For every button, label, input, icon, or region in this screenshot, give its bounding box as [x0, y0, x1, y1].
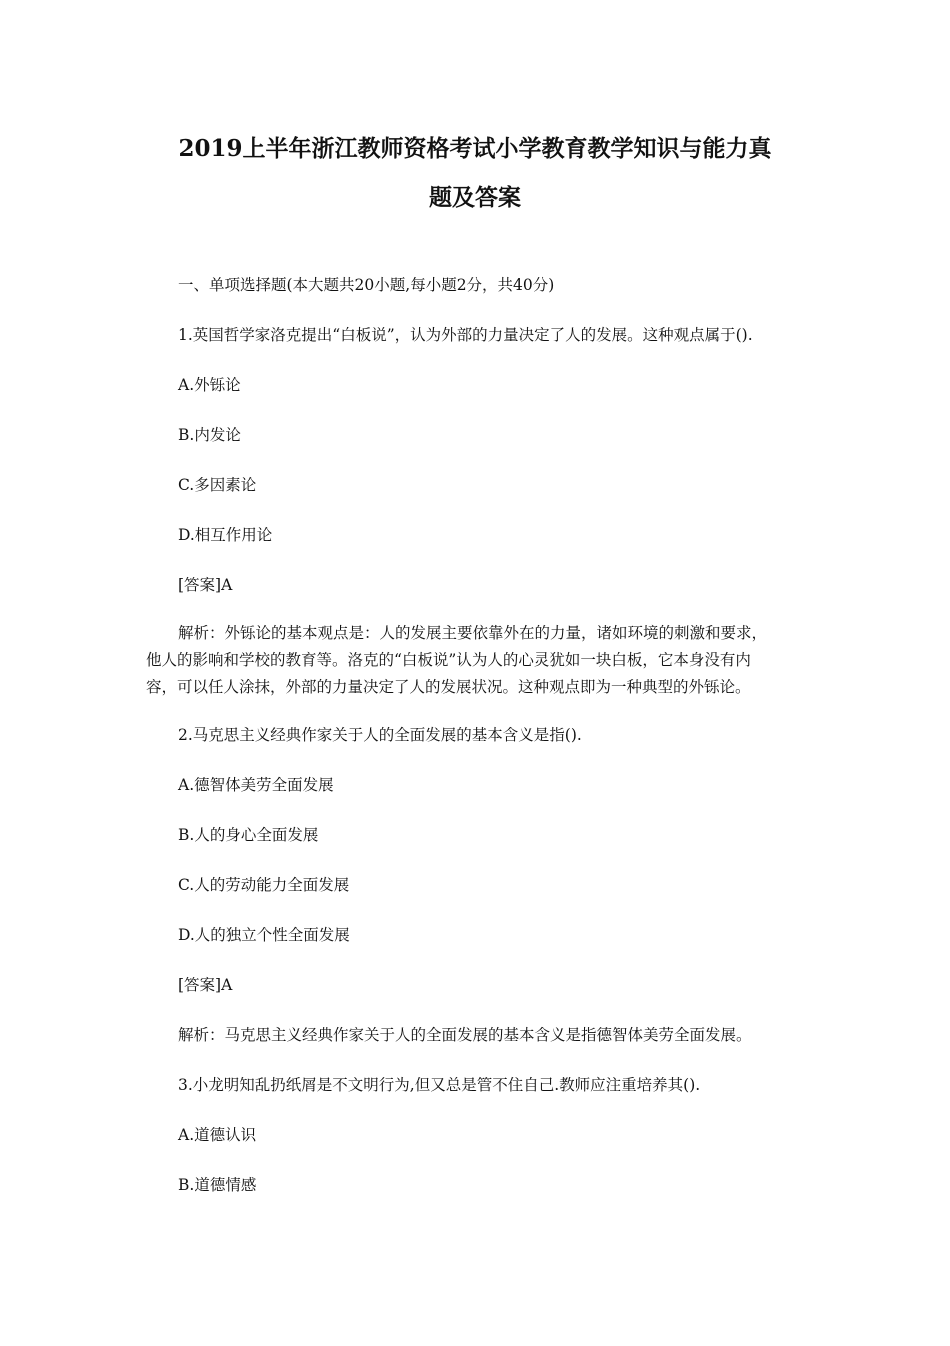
question-1-answer: [答案]A	[178, 576, 233, 594]
question-3-option-b: B.道德情感	[178, 1176, 257, 1194]
question-2-option-b: B.人的身心全面发展	[178, 826, 319, 844]
question-1-option-b: B.内发论	[178, 426, 241, 444]
question-1-option-d: D.相互作用论	[178, 526, 273, 544]
question-3-option-a: A.道德认识	[178, 1126, 257, 1144]
document-title-line-2: 题及答案	[429, 184, 521, 211]
question-2-option-d: D.人的独立个性全面发展	[178, 926, 350, 944]
question-2-answer: [答案]A	[178, 976, 233, 994]
question-1-analysis-line-1: 解析：外铄论的基本观点是：人的发展主要依靠外在的力量，诸如环境的刺激和要求，	[178, 624, 768, 642]
section-heading: 一、单项选择题(本大题共20小题,每小题2分，共40分)	[178, 276, 555, 294]
question-2-analysis: 解析：马克思主义经典作家关于人的全面发展的基本含义是指德智体美劳全面发展。	[178, 1026, 752, 1044]
question-1-stem: 1.英国哲学家洛克提出“白板说”，认为外部的力量决定了人的发展。这种观点属于().	[178, 326, 753, 344]
question-1-option-c: C.多因素论	[178, 476, 257, 494]
question-2-option-c: C.人的劳动能力全面发展	[178, 876, 350, 894]
question-1-analysis-line-3: 容，可以任人涂抹，外部的力量决定了人的发展状况。这种观点即为一种典型的外铄论。	[146, 678, 751, 696]
document-title-line-1: 2019上半年浙江教师资格考试小学教育教学知识与能力真	[178, 135, 772, 162]
question-3-stem: 3.小龙明知乱扔纸屑是不文明行为,但又总是管不住自己.教师应注重培养其().	[178, 1076, 701, 1094]
question-2-option-a: A.德智体美劳全面发展	[178, 776, 334, 794]
question-1-analysis-line-2: 他人的影响和学校的教育等。洛克的“白板说”认为人的心灵犹如一块白板，它本身没有内	[146, 651, 751, 669]
question-2-stem: 2.马克思主义经典作家关于人的全面发展的基本含义是指().	[178, 726, 582, 744]
question-1-analysis	[146, 620, 806, 701]
question-1-option-a: A.外铄论	[178, 376, 241, 394]
